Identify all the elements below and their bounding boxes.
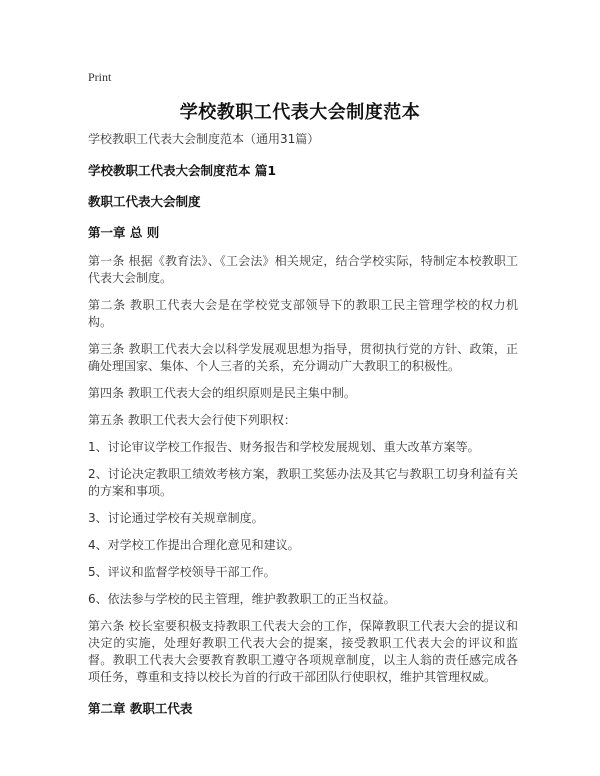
paragraph-article-3: 第三条 教职工代表大会以科学发展观思想为指导，贯彻执行党的方针、政策，正确处理国家、集体、个人三者的关系，充分调动广大教职工的积极性。 <box>88 342 518 373</box>
document-subtitle: 学校教职工代表大会制度范本（通用31篇） <box>88 132 320 146</box>
list-item-4: 4、对学校工作提出合理化意见和建议。 <box>88 538 300 552</box>
list-item-6: 6、依法参与学校的民主管理，维护教教职工的正当权益。 <box>88 592 396 606</box>
document-heading: 教职工代表大会制度 <box>88 194 201 209</box>
paragraph-article-4: 第四条 教职工代表大会的组织原则是民主集中制。 <box>88 386 356 400</box>
list-item-3: 3、讨论通过学校有关规章制度。 <box>88 511 264 525</box>
list-item-5: 5、评议和监督学校领导干部工作。 <box>88 565 276 579</box>
list-item-1: 1、讨论审议学校工作报告、财务报告和学校发展规划、重大改革方案等。 <box>88 440 480 454</box>
document-body <box>88 131 518 717</box>
list-item-2: 2、讨论决定教职工绩效考核方案，教职工奖惩办法及其它与教职工切身利益有关的方案和事项。 <box>88 467 518 498</box>
print-label: Print <box>88 70 112 84</box>
paragraph-article-6: 第六条 校长室要积极支持教职工代表大会的工作，保障教职工代表大会的提议和决定的实施，处理好教职工代表大会的提案，接受教职工代表大会的评议和监督。教职工代表大会要教育教职工遵守各项规章制度，以主人翁的责任感完成各项任务，尊重和支持以校长为首的行政干部团队行使职权，维护其管理权威。 <box>88 619 518 684</box>
section-heading: 学校教职工代表大会制度范本 篇1 <box>88 163 277 178</box>
chapter-heading-1: 第一章 总 则 <box>88 225 160 240</box>
paragraph-article-1: 第一条 根据《教育法》、《工会法》相关规定，结合学校实际，特制定本校教职工代表大会制度。 <box>88 254 518 285</box>
chapter-heading-2: 第二章 教职工代表 <box>88 701 193 716</box>
page-title: 学校教职工代表大会制度范本 <box>179 102 421 123</box>
paragraph-article-2: 第二条 教职工代表大会是在学校党支部领导下的教职工民主管理学校的权力机构。 <box>88 298 518 329</box>
paragraph-article-5: 第五条 教职工代表大会行使下列职权： <box>88 413 296 427</box>
